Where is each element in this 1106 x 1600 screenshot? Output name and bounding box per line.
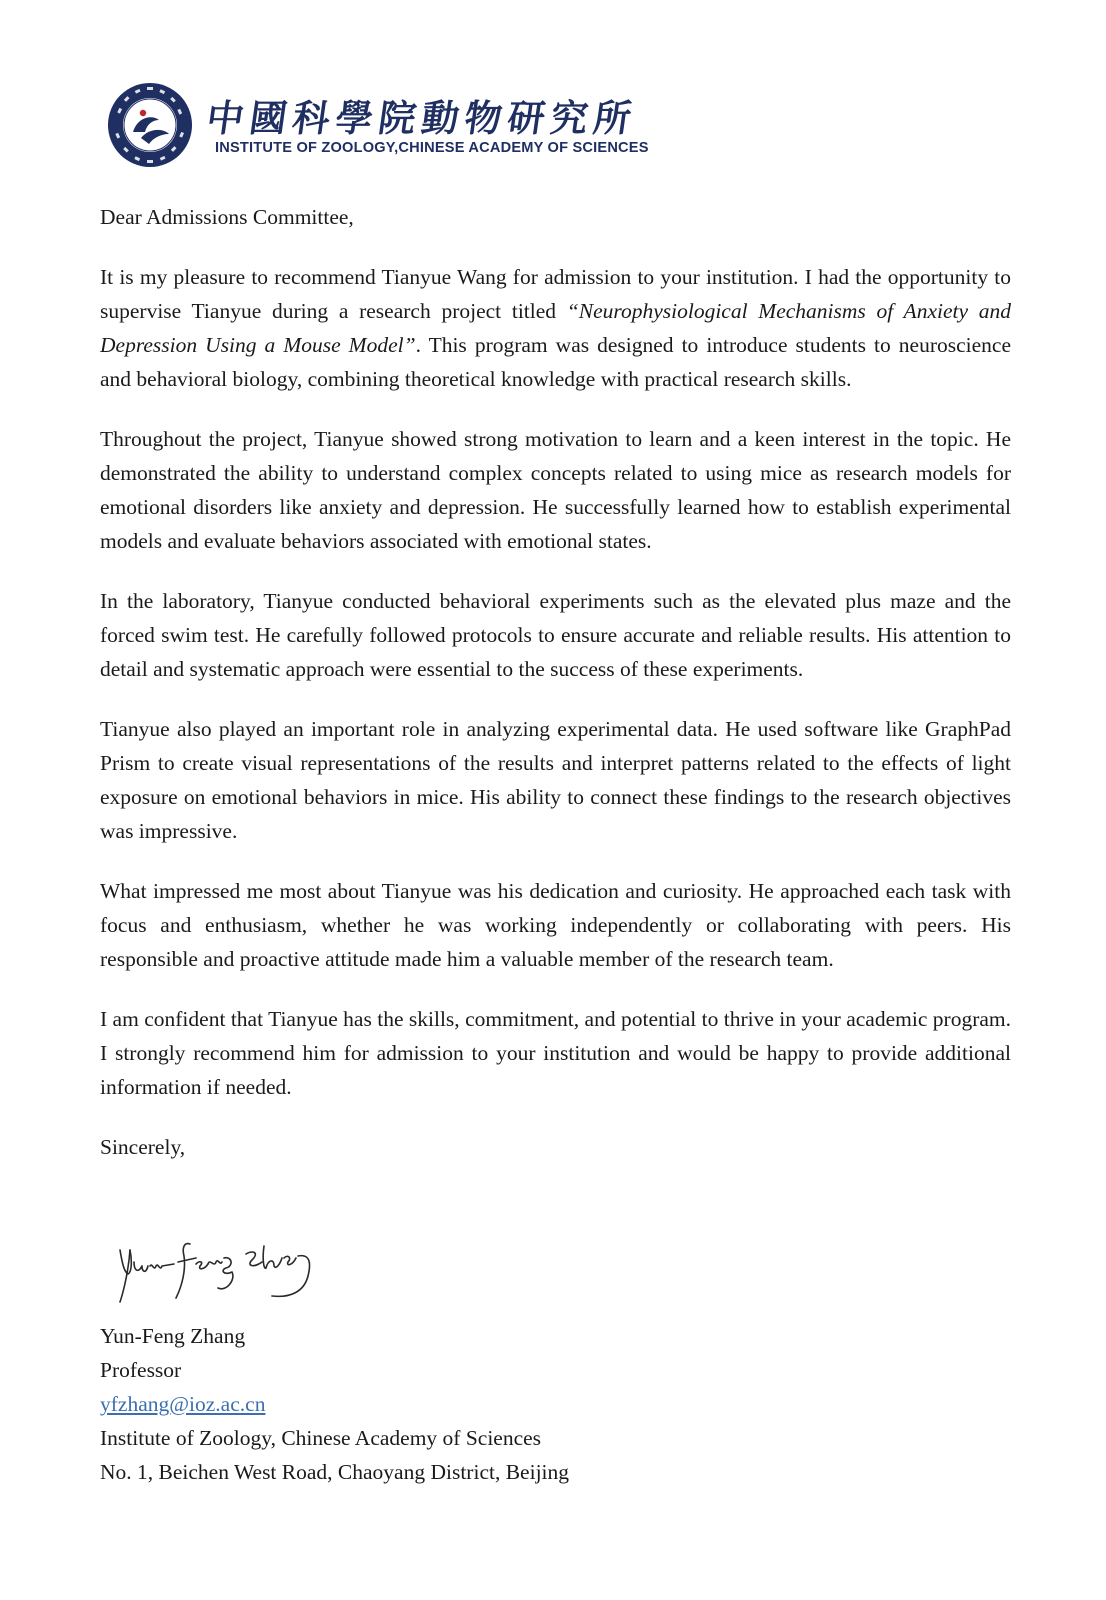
paragraph-intro-text-end: . This program was designed to introduce students to neuroscience and behavioral biology, combining theoretical knowledge with practical research skills. bbox=[100, 333, 1012, 391]
project-title: “Neurophysiological Mechanisms of Anxiety and Depression Using a Mouse Model” bbox=[100, 299, 1012, 357]
paragraph-character: What impressed me most about Tianyue was his dedication and curiosity. He approached each task with focus and enthusiasm, whether he was working independently or collaborating with peers. His responsible and proactive attitude made him a valuable member of the research team. bbox=[100, 879, 1011, 971]
signer-institution: Institute of Zoology, Chinese Academy of Sciences bbox=[100, 1426, 542, 1450]
paragraph-data-analysis: Tianyue also played an important role in analyzing experimental data. He used software like GraphPad Prism to create visual representations of the results and interpret patterns related to the effects of light exposure on emotional behaviors in mice. His ability to connect these findings to the research objectives was impressive. bbox=[100, 717, 1011, 843]
signer-address: No. 1, Beichen West Road, Chaoyang District, Beijing bbox=[100, 1460, 570, 1484]
paragraph-motivation: Throughout the project, Tianyue showed strong motivation to learn and a keen interest in the topic. He demonstrated the ability to understand complex concepts related to using mice as research models for emotional disorders like anxiety and depression. He successfully learned how to establish experimental models and evaluate behaviors associated with emotional states. bbox=[100, 427, 1011, 553]
handwritten-signature bbox=[112, 1236, 332, 1326]
paragraph-recommendation: I am confident that Tianyue has the skills, commitment, and potential to thrive in your academic program. I strongly recommend him for admission to your institution and would be happy to provide additional information if needed. bbox=[100, 1007, 1011, 1099]
institute-name-english: INSTITUTE OF ZOOLOGY,CHINESE ACADEMY OF SCIENCES bbox=[215, 140, 649, 156]
signature-block bbox=[100, 1319, 569, 1489]
closing: Sincerely, bbox=[100, 1135, 186, 1159]
paragraph-laboratory: In the laboratory, Tianyue conducted behavioral experiments such as the elevated plus maze and the forced swim test. He carefully followed protocols to ensure accurate and reliable results. His attention to detail and systematic approach were essential to the success of these experiments. bbox=[100, 589, 1011, 681]
paragraph-intro bbox=[100, 260, 1011, 396]
institute-name-chinese: 中國科學院動物研究所 bbox=[203, 96, 640, 140]
signer-name: Yun-Feng Zhang bbox=[100, 1324, 246, 1348]
institute-seal-logo bbox=[107, 82, 193, 168]
letterhead bbox=[107, 82, 667, 172]
letter-body bbox=[100, 200, 1011, 1164]
signer-email-link[interactable]: yfzhang@ioz.ac.cn bbox=[100, 1392, 266, 1416]
paragraph-intro-text: It is my pleasure to recommend Tianyue Wang for admission to your institution. I had the opportunity to supervise Tianyue during a research project titled bbox=[100, 265, 1011, 323]
greeting: Dear Admissions Committee, bbox=[100, 205, 354, 229]
signer-title: Professor bbox=[100, 1358, 182, 1382]
